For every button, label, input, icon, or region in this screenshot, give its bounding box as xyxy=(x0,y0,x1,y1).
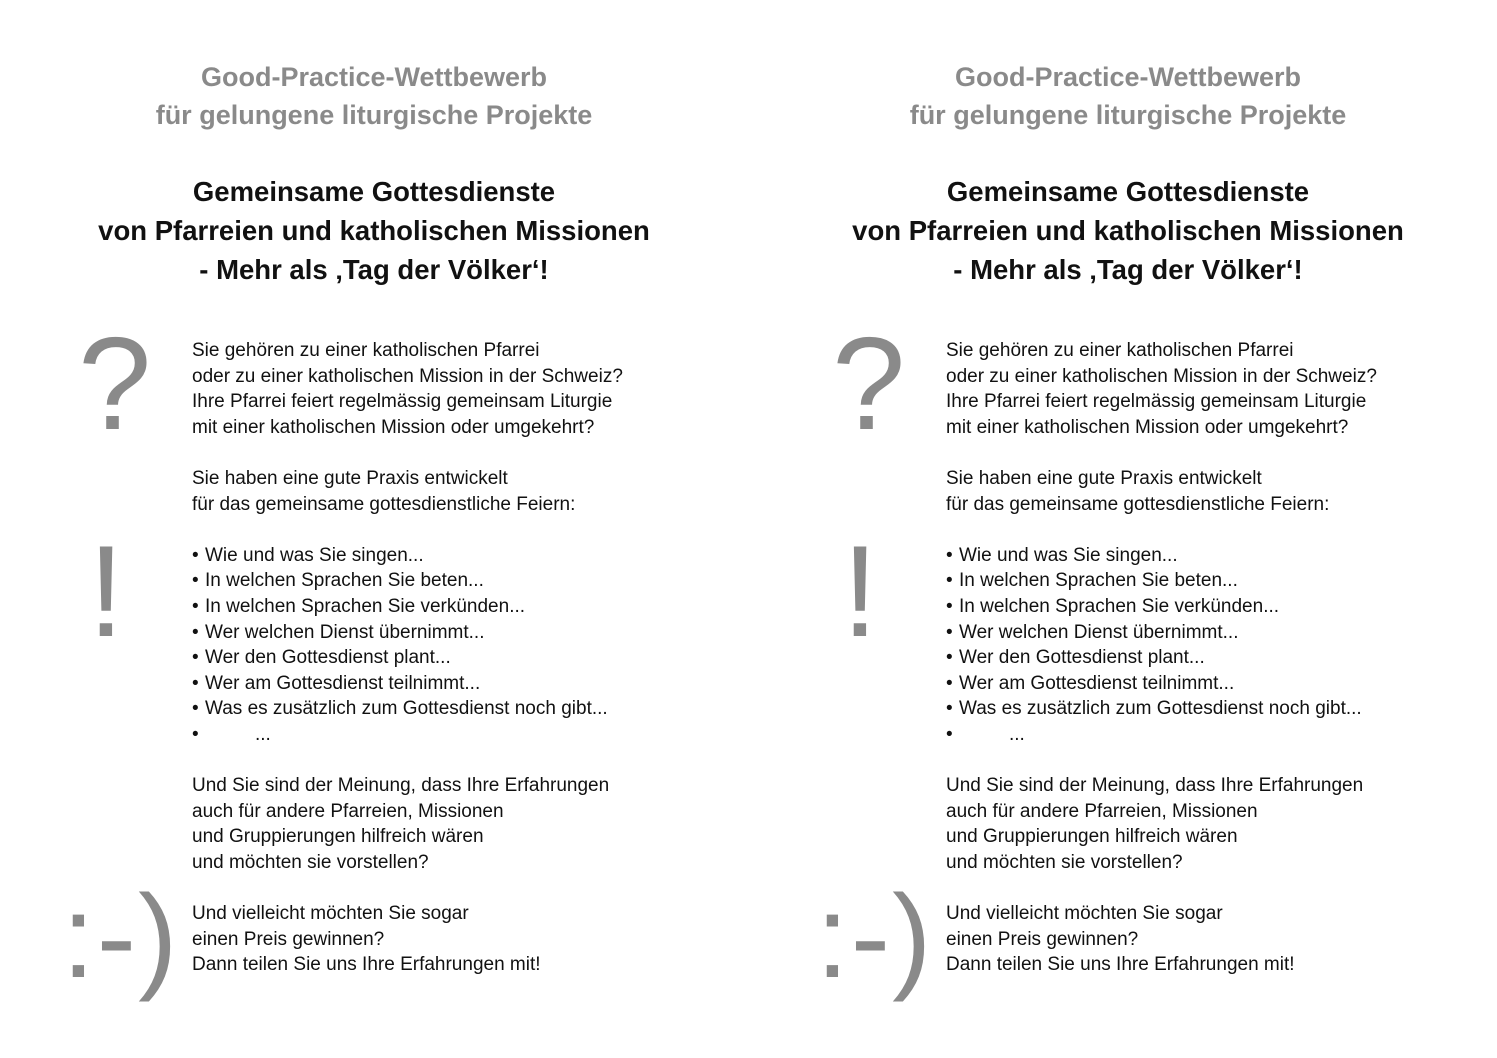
competition-subtitle xyxy=(754,58,1497,134)
title-line: Gemeinsame Gottesdienste xyxy=(192,176,556,207)
smiley-icon: :-) xyxy=(62,871,180,1003)
bullet-item xyxy=(946,594,1466,620)
intro-line: Ihre Pfarrei feiert regelmässig gemeinsam Liturgie xyxy=(192,391,613,413)
bullet-item xyxy=(192,671,712,697)
bullet-icon: • xyxy=(192,595,199,617)
exclamation-mark-icon: ! xyxy=(88,518,125,664)
competition-subtitle xyxy=(0,58,748,134)
intro-line: Sie gehören zu einer katholischen Pfarrei xyxy=(946,340,1294,361)
bullet-item xyxy=(946,645,1466,671)
bullet-text: ... xyxy=(255,723,271,745)
bullet-item xyxy=(192,594,712,620)
bullet-icon: • xyxy=(946,595,953,617)
bullet-text: Wer welchen Dienst übernimmt... xyxy=(959,621,1239,643)
bullet-text: Wie und was Sie singen... xyxy=(959,544,1178,566)
intro-line: Ihre Pfarrei feiert regelmässig gemeinsam Liturgie xyxy=(946,391,1367,413)
opinion-line: und Gruppierungen hilfreich wären xyxy=(946,826,1238,848)
subtitle-line: für gelungene liturgische Projekte xyxy=(909,100,1347,130)
bullet-item xyxy=(192,645,712,671)
intro-line: mit einer katholischen Mission oder umgekehrt? xyxy=(946,416,1349,438)
bullet-item xyxy=(946,722,1466,748)
bullet-text: Was es zusätzlich zum Gottesdienst noch gibt... xyxy=(205,698,608,720)
flyer-body xyxy=(946,338,1466,978)
opinion-line: und möchten sie vorstellen? xyxy=(946,851,1183,873)
bullet-text: In welchen Sprachen Sie beten... xyxy=(205,570,484,592)
bullet-icon: • xyxy=(192,672,199,694)
bullet-text: Wer den Gottesdienst plant... xyxy=(959,647,1205,669)
bullet-icon: • xyxy=(946,621,953,643)
practice-line: Sie haben eine gute Praxis entwickelt xyxy=(192,467,508,489)
bullet-item xyxy=(946,568,1466,594)
closing-line: Dann teilen Sie uns Ihre Erfahrungen mit! xyxy=(946,954,1295,976)
bullet-text: In welchen Sprachen Sie verkünden... xyxy=(959,595,1280,617)
opinion-line: auch für andere Pfarreien, Missionen xyxy=(946,800,1258,822)
bullet-item xyxy=(946,671,1466,697)
bullet-item xyxy=(946,696,1466,722)
opinion-line: und Gruppierungen hilfreich wären xyxy=(192,826,484,848)
flyer-title xyxy=(754,172,1497,289)
bullet-text: In welchen Sprachen Sie verkünden... xyxy=(205,595,526,617)
title-line: von Pfarreien und katholischen Missionen xyxy=(852,215,1404,246)
intro-line: oder zu einer katholischen Mission in der Schweiz? xyxy=(946,365,1377,387)
practice-line: für das gemeinsame gottesdienstliche Feiern: xyxy=(192,493,576,515)
bullet-icon: • xyxy=(946,723,953,745)
title-line: von Pfarreien und katholischen Missionen xyxy=(98,215,650,246)
bullet-text: Was es zusätzlich zum Gottesdienst noch gibt... xyxy=(959,698,1362,720)
bullet-icon: • xyxy=(946,647,953,669)
subtitle-line: Good-Practice-Wettbewerb xyxy=(200,62,548,92)
bullet-item xyxy=(192,568,712,594)
opinion-line: Und Sie sind der Meinung, dass Ihre Erfahrungen xyxy=(192,775,610,797)
flyer-right xyxy=(754,0,1497,1058)
question-mark-icon: ? xyxy=(78,310,152,457)
flyer-body xyxy=(192,338,712,978)
bullet-icon: • xyxy=(946,544,953,566)
bullet-icon: • xyxy=(946,570,953,592)
subtitle-line: Good-Practice-Wettbewerb xyxy=(954,62,1302,92)
bullet-text: Wer den Gottesdienst plant... xyxy=(205,647,451,669)
bullet-text: Wie und was Sie singen... xyxy=(205,544,424,566)
intro-line: mit einer katholischen Mission oder umgekehrt? xyxy=(192,416,595,438)
bullet-item xyxy=(192,543,712,569)
bullet-icon: • xyxy=(192,544,199,566)
subtitle-line: für gelungene liturgische Projekte xyxy=(155,100,593,130)
bullet-icon: • xyxy=(946,672,953,694)
exclamation-mark-icon: ! xyxy=(842,518,879,664)
bullet-item xyxy=(192,620,712,646)
closing-line: Und vielleicht möchten Sie sogar xyxy=(192,903,469,925)
bullet-item xyxy=(946,620,1466,646)
practice-line: für das gemeinsame gottesdienstliche Feiern: xyxy=(946,493,1330,515)
closing-line: einen Preis gewinnen? xyxy=(946,928,1139,950)
smiley-icon: :-) xyxy=(816,871,934,1003)
bullet-icon: • xyxy=(192,647,199,669)
bullet-item xyxy=(946,543,1466,569)
practice-line: Sie haben eine gute Praxis entwickelt xyxy=(946,467,1262,489)
bullet-icon: • xyxy=(192,698,199,720)
closing-line: Dann teilen Sie uns Ihre Erfahrungen mit! xyxy=(192,954,541,976)
opinion-line: und möchten sie vorstellen? xyxy=(192,851,429,873)
bullet-item xyxy=(192,722,712,748)
closing-line: Und vielleicht möchten Sie sogar xyxy=(946,903,1223,925)
bullet-text: Wer am Gottesdienst teilnimmt... xyxy=(959,672,1235,694)
bullet-icon: • xyxy=(192,570,199,592)
bullet-text: Wer welchen Dienst übernimmt... xyxy=(205,621,485,643)
bullet-text: Wer am Gottesdienst teilnimmt... xyxy=(205,672,481,694)
bullet-text: In welchen Sprachen Sie beten... xyxy=(959,570,1238,592)
flyer-title xyxy=(0,172,748,289)
opinion-line: auch für andere Pfarreien, Missionen xyxy=(192,800,504,822)
bullet-icon: • xyxy=(946,698,953,720)
bullet-item xyxy=(192,696,712,722)
bullet-text: ... xyxy=(1009,723,1025,745)
intro-line: Sie gehören zu einer katholischen Pfarrei xyxy=(192,340,540,361)
flyer-left xyxy=(0,0,748,1058)
bullet-icon: • xyxy=(192,723,199,745)
title-line: Gemeinsame Gottesdienste xyxy=(946,176,1310,207)
title-line: - Mehr als ‚Tag der Völker‘! xyxy=(953,254,1303,285)
opinion-line: Und Sie sind der Meinung, dass Ihre Erfahrungen xyxy=(946,775,1364,797)
closing-line: einen Preis gewinnen? xyxy=(192,928,385,950)
title-line: - Mehr als ‚Tag der Völker‘! xyxy=(199,254,549,285)
question-mark-icon: ? xyxy=(832,310,906,457)
bullet-icon: • xyxy=(192,621,199,643)
intro-line: oder zu einer katholischen Mission in der Schweiz? xyxy=(192,365,623,387)
